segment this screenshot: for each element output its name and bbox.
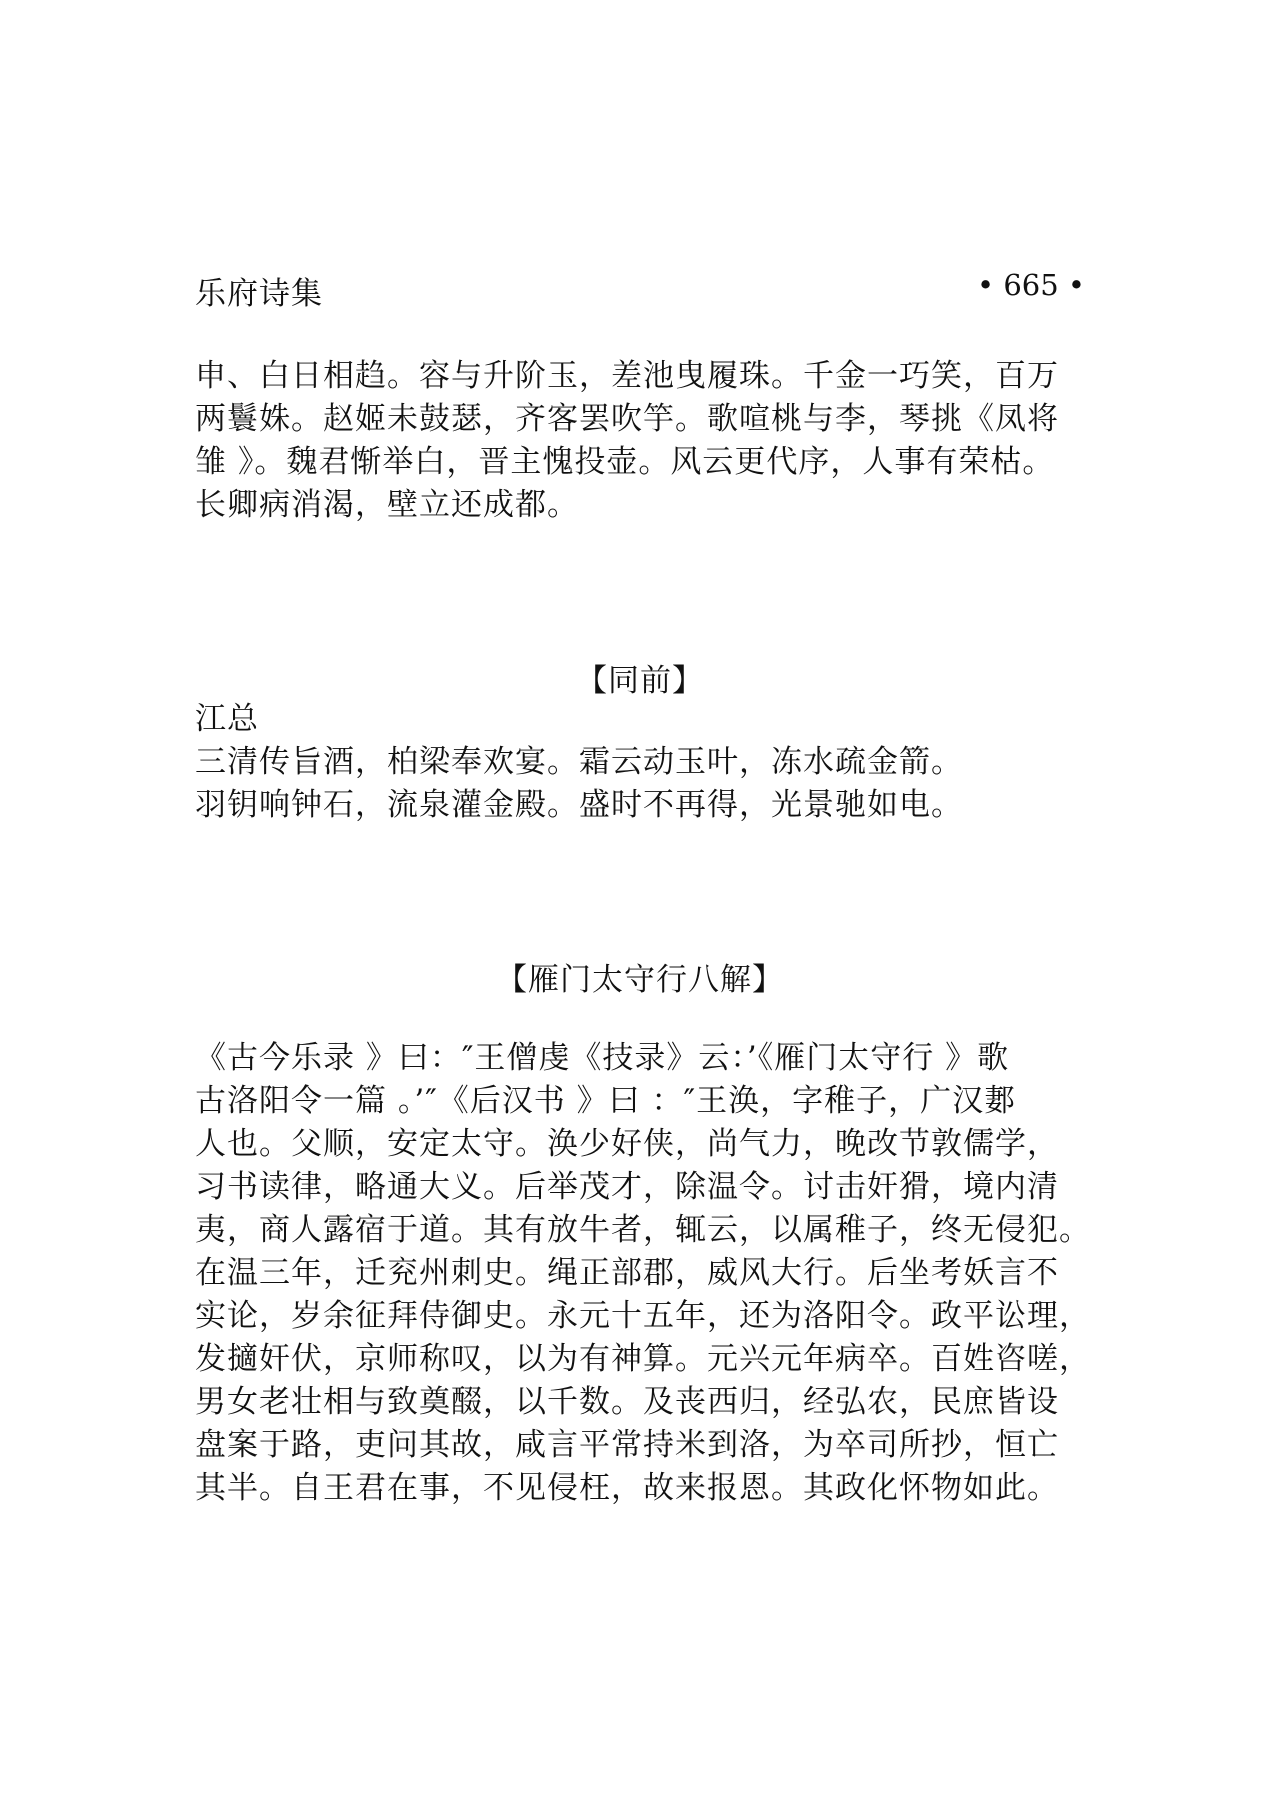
section-yanmen-body bbox=[195, 1037, 1105, 1510]
text-line: 古洛阳令一篇 。’″《后汉书 》曰 ：″王涣，字稚子，广汉郪 bbox=[195, 1083, 1017, 1119]
text-line: 发擿奸伏，京师称叹，以为有神算。元兴元年病卒。百姓咨嗟， bbox=[195, 1341, 1091, 1377]
text-line: 在温三年，迁兖州刺史。绳正部郡，威风大行。后坐考妖言不 bbox=[195, 1255, 1059, 1291]
text-line: 夷，商人露宿于道。其有放牛者，辄云，以属稚子，终无侵犯。 bbox=[195, 1212, 1091, 1248]
text-line: 雏 》。魏君惭举白，晋主愧投壶。风云更代序，人事有荣枯。 bbox=[195, 444, 1055, 480]
text-line: 盘案于路，吏问其故，咸言平常持米到洛，为卒司所抄，恒亡 bbox=[195, 1427, 1059, 1463]
author-name: 江总 bbox=[195, 701, 259, 737]
section-tongqian-body bbox=[195, 698, 1105, 827]
text-line: 两鬟姝。赵姬未鼓瑟，齐客罢吹竽。歌喧桃与李，琴挑《凤将 bbox=[195, 401, 1059, 437]
page-number: • 665 • bbox=[977, 268, 1085, 302]
section-title-tongqian: 【同前】 bbox=[576, 663, 704, 699]
poem-continued bbox=[195, 355, 1105, 527]
text-line: 其半。自王君在事，不见侵枉，故来报恩。其政化怀物如此。 bbox=[195, 1470, 1059, 1506]
text-line: 申、白日相趋。容与升阶玉，差池曳履珠。千金一巧笑，百万 bbox=[195, 358, 1059, 394]
book-title: 乐府诗集 bbox=[195, 276, 323, 312]
section-title-yanmen: 【雁门太守行八解】 bbox=[496, 962, 784, 998]
text-line: 《古今乐录 》曰：″王僧虔《技录》云：’《雁门太守行 》歌 bbox=[195, 1040, 1010, 1076]
text-line: 三清传旨酒，柏梁奉欢宴。霜云动玉叶，冻水疏金箭。 bbox=[195, 744, 963, 780]
page-header bbox=[195, 268, 1085, 312]
text-line: 男女老壮相与致奠醊，以千数。及丧西归，经弘农，民庶皆设 bbox=[195, 1384, 1059, 1420]
text-line: 习书读律，略通大义。后举茂才，除温令。讨击奸猾，境内清 bbox=[195, 1169, 1059, 1205]
text-line: 实论，岁余征拜侍御史。永元十五年，还为洛阳令。政平讼理， bbox=[195, 1298, 1091, 1334]
text-line: 羽钥响钟石，流泉灌金殿。盛时不再得，光景驰如电。 bbox=[195, 787, 963, 823]
text-line: 长卿病消渴，壁立还成都。 bbox=[195, 487, 579, 523]
text-line: 人也。父顺，安定太守。涣少好侠，尚气力，晚改节敦儒学， bbox=[195, 1126, 1059, 1162]
